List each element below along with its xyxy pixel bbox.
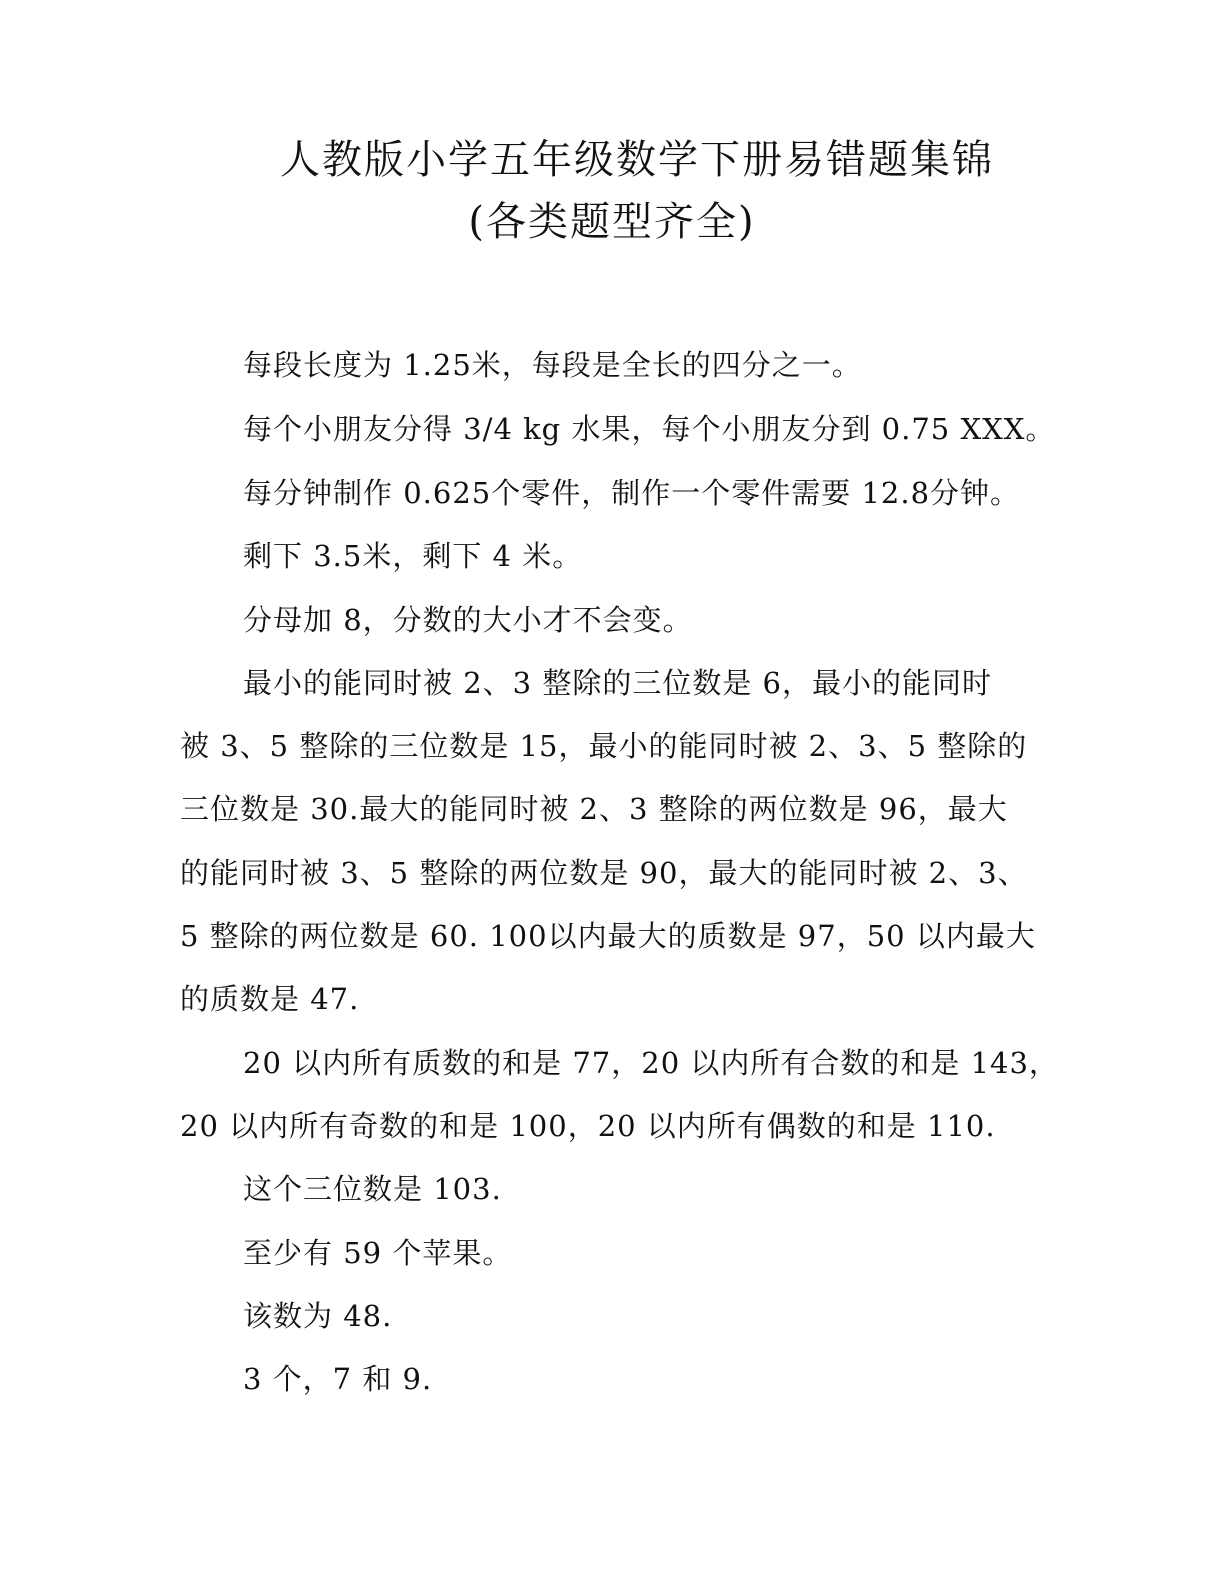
text-line: 的能同时被 3、5 整除的两位数是 90，最大的能同时被 2、3、: [180, 856, 1028, 890]
text-line: 20 以内所有奇数的和是 100，20 以内所有偶数的和是 110.: [180, 1109, 996, 1143]
text-line: 最小的能同时被 2、3 整除的三位数是 6，最小的能同时: [243, 666, 993, 700]
text-line: 的质数是 47.: [180, 982, 360, 1016]
text-line: 每个小朋友分得 3/4 kg 水果，每个小朋友分到 0.75 XXX。: [243, 412, 1056, 446]
text-line: 该数为 48.: [243, 1299, 393, 1333]
text-line: 每分钟制作 0.625个零件，制作一个零件需要 12.8分钟。: [243, 476, 1021, 510]
text-line: 20 以内所有质数的和是 77，20 以内所有合数的和是 143，: [243, 1046, 1059, 1080]
text-line: 5 整除的两位数是 60. 100以内最大的质数是 97，50 以内最大: [180, 919, 1036, 953]
text-line: 三位数是 30.最大的能同时被 2、3 整除的两位数是 96，最大: [180, 792, 1008, 826]
text-line: 至少有 59 个苹果。: [243, 1236, 513, 1270]
text-line: 这个三位数是 103.: [243, 1172, 502, 1206]
document-subtitle: (各类题型齐全): [468, 199, 756, 245]
document-title: 人教版小学五年级数学下册易错题集锦: [280, 137, 994, 183]
text-line: 每段长度为 1.25米，每段是全长的四分之一。: [243, 348, 862, 382]
text-line: 被 3、5 整除的三位数是 15，最小的能同时被 2、3、5 整除的: [180, 729, 1028, 763]
text-line: 3 个，7 和 9.: [243, 1362, 433, 1396]
text-line: 剩下 3.5米，剩下 4 米。: [243, 539, 583, 573]
text-line: 分母加 8，分数的大小才不会变。: [243, 603, 693, 637]
